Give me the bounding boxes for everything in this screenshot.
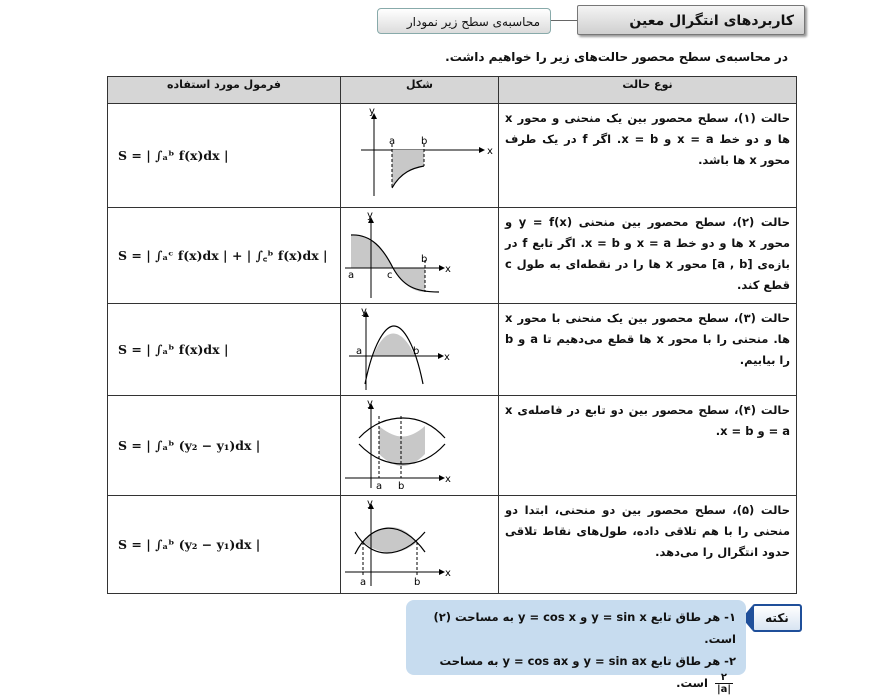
label-b: b	[421, 136, 428, 147]
label-b: b	[414, 577, 421, 588]
formula-5: S = | ∫ₐᵇ (y₂ − y₁)dx |	[108, 496, 341, 594]
table-row	[108, 496, 797, 594]
section-subtitle: محاسبه‌ی سطح زیر نمودار	[377, 8, 551, 34]
case-5: حالت (۵)، سطح محصور بین دو منحنی، ابتدا دو منحنی را با هم تلاقی داده، طول‌های نقاط تلاقی حدود انتگرال را می‌دهد.	[499, 496, 797, 594]
note-tag: نکته	[752, 604, 802, 632]
label-x: x	[445, 474, 451, 485]
case-4: حالت (۴)، سطح محصور بین دو تابع در فاصله‌ی x = a و x = b.	[499, 396, 797, 496]
label-x: x	[445, 264, 451, 275]
fraction-numerator: ۲	[715, 672, 733, 684]
table-row	[108, 304, 797, 396]
label-b: b	[398, 481, 405, 492]
shaded-area	[373, 334, 415, 357]
header-shape: شکل	[341, 77, 499, 104]
label-c: c	[387, 270, 393, 281]
header-formula: فرمول مورد استفاده	[108, 77, 341, 104]
graph-case-3	[341, 304, 499, 394]
note-line-2	[416, 650, 736, 695]
formula-1: S = | ∫ₐᵇ f(x)dx |	[108, 104, 341, 208]
label-a: a	[356, 346, 363, 357]
header-connector	[551, 20, 577, 21]
label-a: a	[360, 577, 367, 588]
section-title: کاربردهای انتگرال معین	[577, 5, 805, 35]
table-row	[108, 396, 797, 496]
label-a: a	[376, 481, 383, 492]
note-line-2-text: ۲- هر طاق تابع y = sin ax و y = cos ax به مساحت	[439, 654, 736, 668]
label-x: x	[487, 146, 493, 157]
note-line-2-end: است.	[676, 676, 708, 690]
shaded-area-lower	[393, 268, 425, 292]
header-case: نوع حالت	[499, 77, 797, 104]
label-y: y	[367, 210, 373, 221]
note-line-1: ۱- هر طاق تابع y = sin x و y = cos x به مساحت (۲) است.	[433, 610, 736, 646]
note-fraction	[715, 672, 733, 695]
shape-3	[341, 304, 499, 396]
formula-3: S = | ∫ₐᵇ f(x)dx |	[108, 304, 341, 396]
graph-case-2	[341, 208, 499, 302]
area-cases-table	[107, 76, 797, 594]
label-a: a	[348, 270, 355, 281]
shape-1	[341, 104, 499, 208]
shape-5	[341, 496, 499, 594]
table-header-row	[108, 77, 797, 104]
table-row	[108, 104, 797, 208]
label-b: b	[413, 346, 420, 357]
graph-case-1	[341, 104, 499, 204]
label-x: x	[444, 352, 450, 363]
formula-2: S = | ∫ₐᶜ f(x)dx | + | ∫꜀ᵇ f(x)dx |	[108, 208, 341, 304]
graph-case-5	[341, 496, 499, 590]
case-3: حالت (۳)، سطح محصور بین یک منحنی با محور x ها. منحنی را با محور x ها قطع می‌دهیم تا a و b را بیابیم.	[499, 304, 797, 396]
graph-case-4	[341, 396, 499, 492]
label-a: a	[389, 136, 396, 147]
label-y: y	[361, 306, 367, 317]
case-1: حالت (۱)، سطح محصور بین یک منحنی و محور x ها و دو خط x = a و x = b. اگر f در یک طرف محور x ها باشد.	[499, 104, 797, 208]
formula-4: S = | ∫ₐᵇ (y₂ − y₁)dx |	[108, 396, 341, 496]
note-box	[406, 600, 746, 695]
case-2: حالت (۲)، سطح محصور بین منحنی y = f(x) و محور x ها و دو خط x = a و x = b. اگر تابع f در بازه‌ی [a , b] محور x ها را در نقطه‌ای به طول c قطع کند.	[499, 208, 797, 304]
label-b: b	[421, 254, 428, 265]
shaded-area	[379, 426, 425, 466]
upper-curve	[359, 418, 445, 438]
fraction-denominator: |a|	[716, 684, 731, 695]
shape-4	[341, 396, 499, 496]
label-y: y	[367, 398, 373, 409]
label-y: y	[367, 498, 373, 509]
label-y: y	[369, 106, 375, 117]
shaded-area	[392, 150, 424, 188]
shape-2	[341, 208, 499, 304]
shaded-area-upper	[351, 235, 393, 268]
label-x: x	[445, 568, 451, 579]
table-row	[108, 208, 797, 304]
intro-text: در محاسبه‌ی سطح محصور حالت‌های زیر را خواهیم داشت.	[445, 50, 788, 64]
